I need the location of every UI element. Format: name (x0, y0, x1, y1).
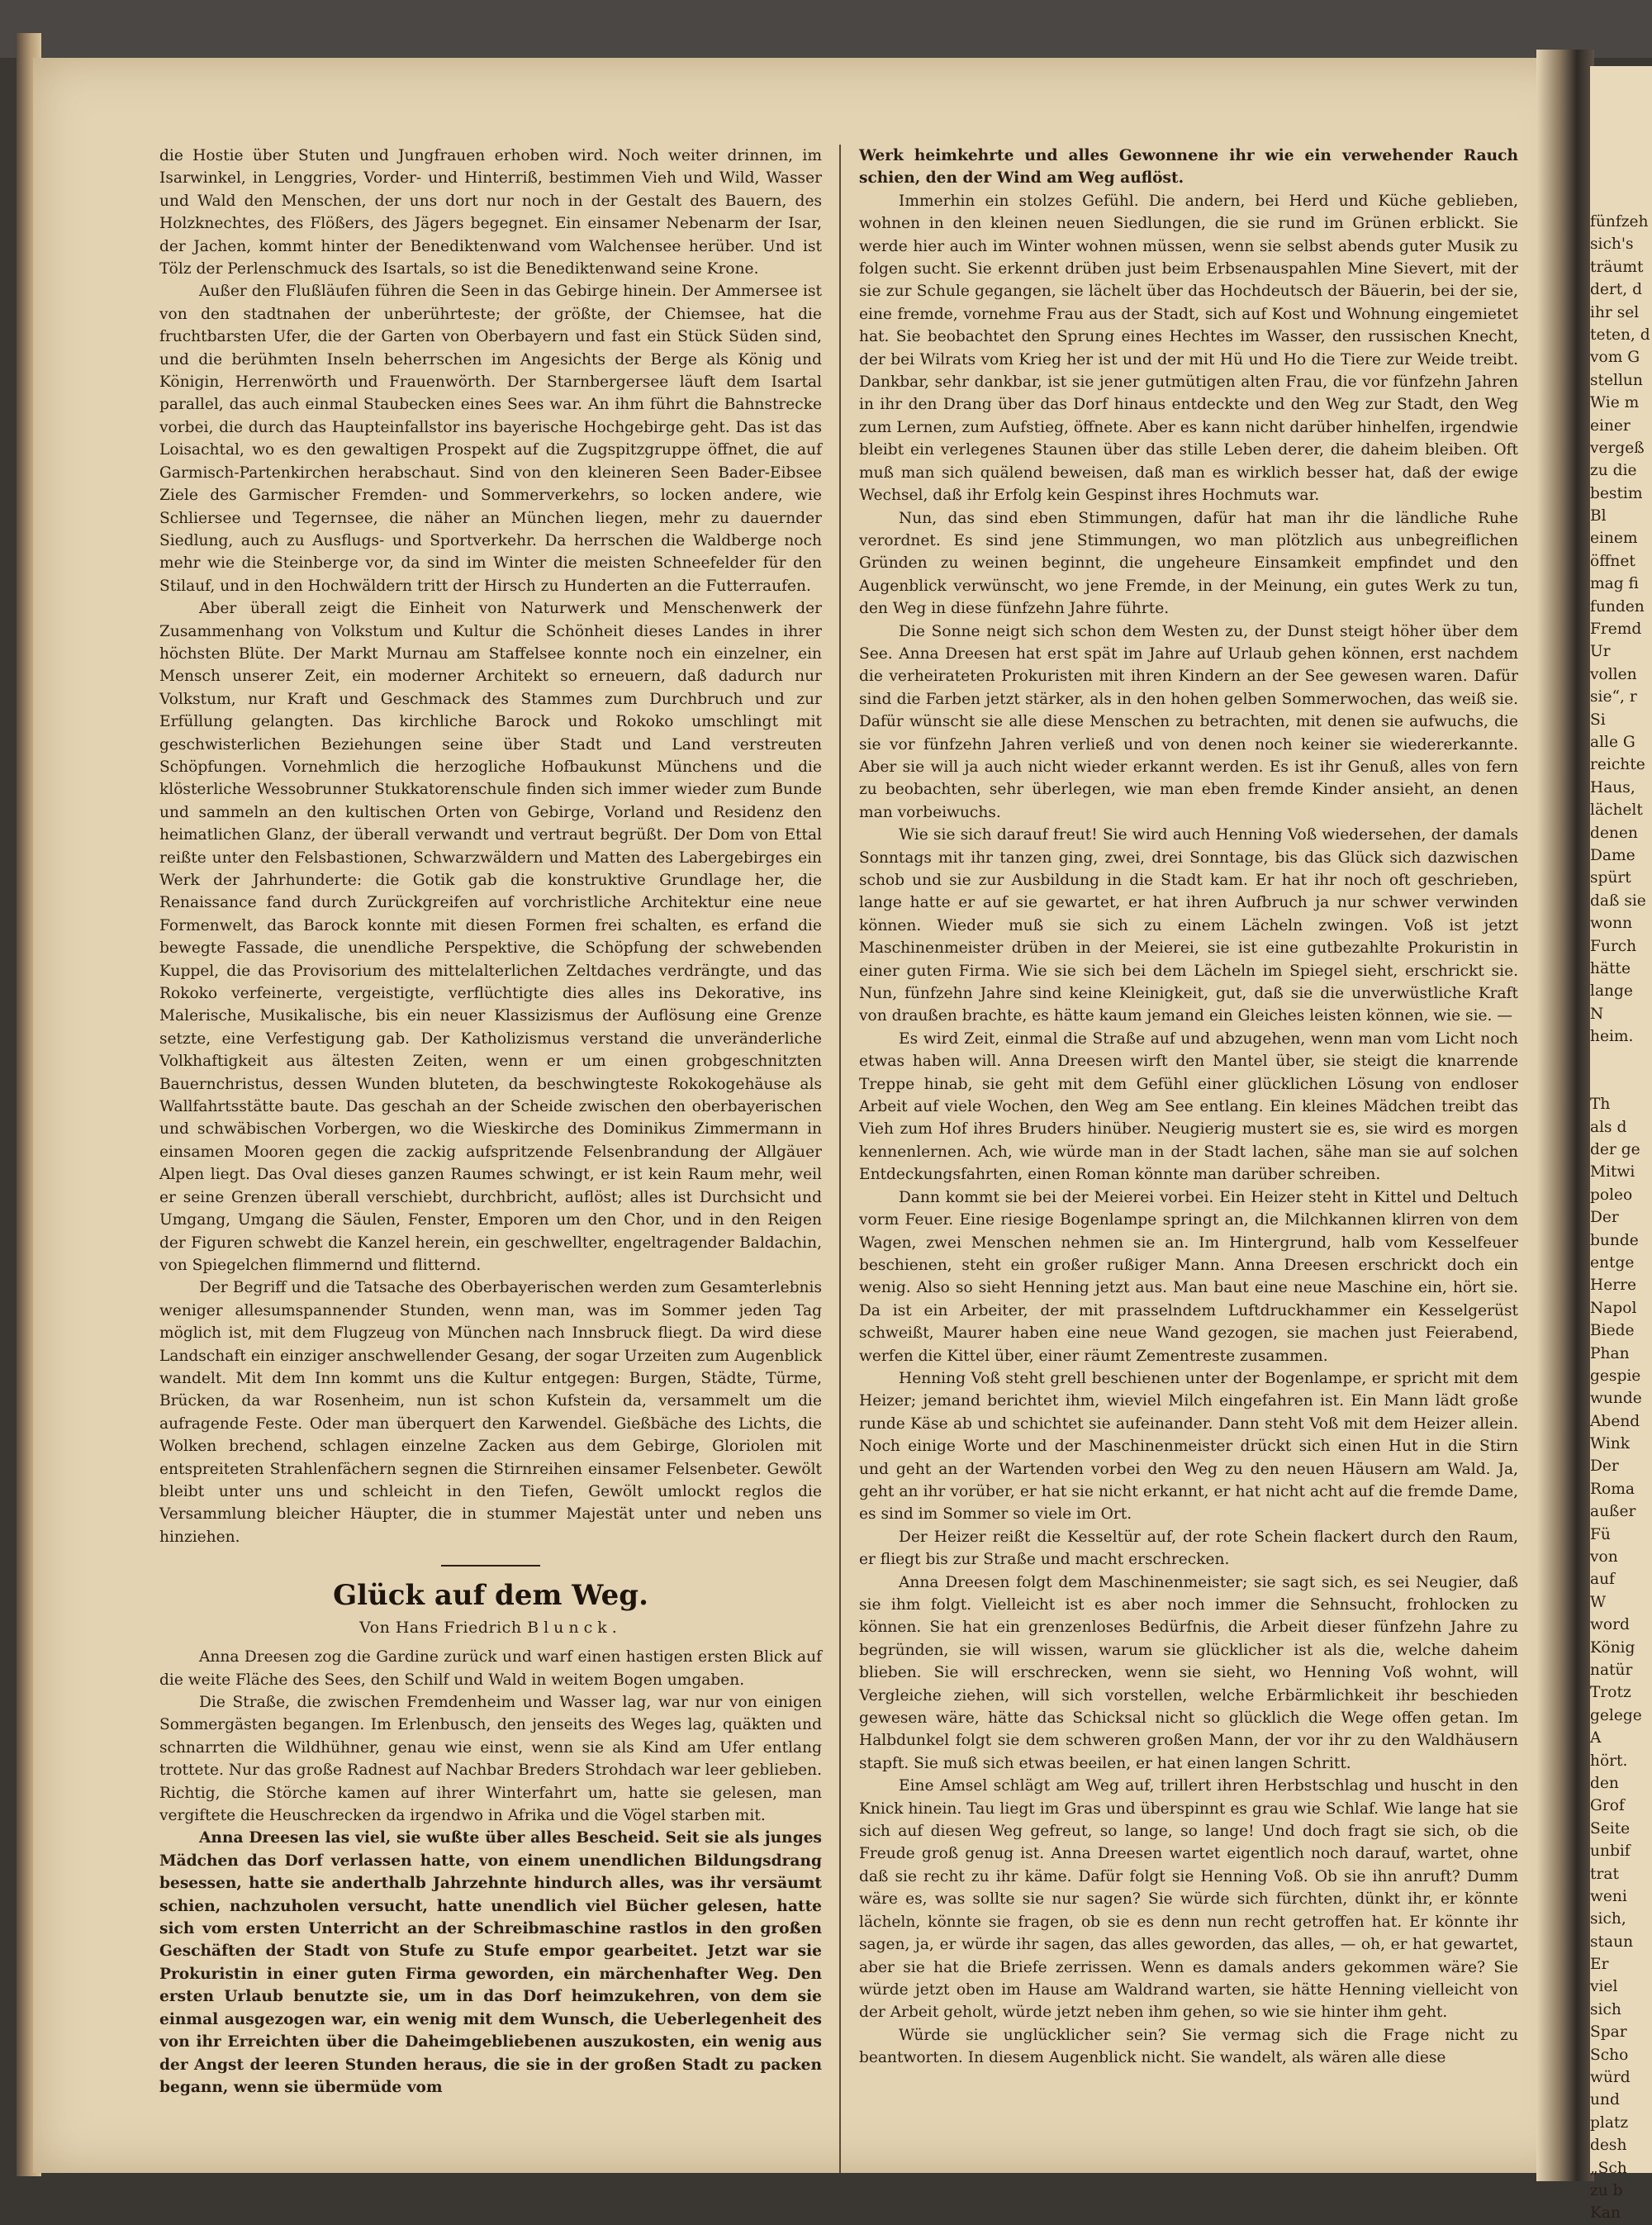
edge-line: Mitwi (1590, 1163, 1635, 1181)
edge-line: N (1590, 1005, 1604, 1023)
edge-line: Roma (1590, 1480, 1635, 1498)
edge-line: hätte (1590, 959, 1631, 977)
edge-line: weni (1590, 1887, 1627, 1905)
edge-line: viel (1590, 1978, 1618, 1996)
edge-line: der ge (1590, 1141, 1640, 1159)
right-paragraph: Immerhin ein stolzes Gefühl. Die andern, bei Herd und Küche geblieben, wohnen in den kleinen neuen Siedlungen, die sie rund im Grünen erblickt. Sie werde hier auch im Winter wohnen müssen, wenn sie selbst abends guter Musik zu folgen sucht. Sie erkennt drüben just beim Erbsenauspahlen Mine Sievert, mit der sie zur Schule gegangen, sie lächelt über das Hochdeutsch der Bäuerin, bei der sie, eine fremde, vornehme Frau aus der Stadt, sich auf Kost und Wohnung eingemietet hat. Sie beobachtet den Sprung eines Hechtes im Wasser, den russischen Knecht, der bei Wilrats vom Krieg her ist und der mit Hü und Ho die Tiere zur Weide treibt. Dankbar, sehr dankbar, ist sie jener gutmütigen alten Frau, die vor fünfzehn Jahren in ihr den Drang über das Dorf hinaus entdeckte und den Weg zur Stadt, den Weg zum Lernen, zum Aufstieg, öffnete. Aber es kann nicht darüber hinhelfen, irgendwie bleibt ein verlegenes Staunen über das stille Leben derer, die daheim bleiben. Oft muß man sich quälend beweisen, daß man es wirklich besser hat, daß der ewige Wechsel, daß ihr Erfolg kein Gespinst ihres Hochmuts war. (859, 192, 1518, 505)
edge-line: reichte (1590, 756, 1645, 774)
story-author-name: Blunck. (527, 1619, 622, 1638)
edge-line: unbif (1590, 1842, 1631, 1861)
edge-line: desh (1590, 2137, 1627, 2155)
edge-line: vergeß (1590, 439, 1645, 457)
edge-line: Herre (1590, 1277, 1636, 1295)
edge-line: Haus, (1590, 778, 1635, 796)
edge-line: ihr sel (1590, 303, 1640, 321)
edge-line: trat (1590, 1865, 1619, 1883)
edge-line: wunde (1590, 1390, 1642, 1408)
edge-line: gespie (1590, 1367, 1641, 1385)
right-paragraph: Werk heimkehrte und alles Gewonnene ihr wie ein verwehender Rauch schien, den der Wind am Weg auflöst. (859, 147, 1518, 188)
edge-line: sich, (1590, 1910, 1626, 1928)
edge-line: als d (1590, 1118, 1627, 1136)
right-paragraph: Eine Amsel schlägt am Weg auf, trillert ihren Herbstschlag und huscht in den Knick hinein. Tau liegt im Gras und überspinnt es grau wie Schlaf. Wie lange hat sie sich auf diesen Weg gefreut, so lange, so lange! Und doch fragt sie sich, ob die Freude groß genug ist. Anna Dreesen wartet eigentlich noch darauf, wartet, ohne daß sie recht zu ihr käme. Dafür folgt sie Henning Voß. Ob sie ihn anruft? Dumm wäre es, was sollte sie nur sagen? Sie würde sich fürchten, dünkt ihr, er könnte lächeln, könnte sie fragen, ob sie es denn nun recht getroffen hat. Er könnte ihr sagen, ja, er würde ihr sagen, das alles geworden, das alles, — oh, er hat gewartet, aber sie hat die Briefe zerrissen. Wenn es damals anders gekommen wäre? Sie würde jetzt oben im Hause am Waldrand warten, sie hätte Henning vielleicht von der Arbeit geholt, würde jetzt neben ihm gehen, so wie sie hinter ihm geht. (859, 1777, 1518, 2022)
left-column (159, 145, 822, 2099)
edge-line: Wie m (1590, 394, 1640, 412)
right-paragraph: Nun, das sind eben Stimmungen, dafür hat man ihr die ländliche Ruhe verordnet. Es sind jene Stimmungen, wo man plötzlich aus unbegreiflichen Gründen zu weinen beginnt, die ungeheure Einsamkeit empfindet und den Augenblick verwünscht, wo jene Fremde, in der Meinung, ein gutes Werk zu tun, den Weg in diese fünfzehn Jahre führte. (859, 509, 1518, 618)
right-paragraph: Die Sonne neigt sich schon dem Westen zu, der Dunst steigt höher über dem See. Anna Dreesen hat erst spät im Jahre auf Urlaub gehen können, erst nachdem die verheirateten Prokuristen mit ihren Kindern an der See gewesen waren. Dafür sind die Farben jetzt stärker, als in den hohen gelben Sommerwochen, das weiß sie. Dafür wünscht sie alle diese Menschen zu betrachten, mit denen sie aufwuchs, die sie vor fünfzehn Jahren verließ und von denen noch keiner sie wiedererkannte. Aber sie will ja auch nicht wieder erkannt werden. Es ist ihr Genuß, alles von fern zu beobachten, sehr überlegen, wie man eben fremde Kinder ansieht, an denen man vorbeiwuchs. (859, 622, 1518, 821)
right-paragraph: Würde sie unglücklicher sein? Sie vermag sich die Frage nicht zu beantworten. In diesem Augenblick nicht. Sie wandelt, als wären alle diese (859, 2026, 1518, 2067)
right-paragraph: Henning Voß steht grell beschienen unter der Bogenlampe, er spricht mit dem Heizer; jemand berichtet ihm, wieviel Milch eingefahren ist. Ein Mann lädt große runde Käse ab und schichtet sie aufeinander. Dann steht Voß mit dem Heizer allein. Noch einige Worte und der Maschinenmeister drückt sich einen Hut in die Stirn und geht an der Wartenden vorbei den Weg zu den neuen Häusern am Wald. Ja, geht an ihr vorüber, er hat sie nicht erkannt, er hat nicht acht auf die fremde Dame, es sind im Sommer so viele im Ort. (859, 1369, 1518, 1524)
edge-line: vom G (1590, 349, 1640, 367)
edge-line: mag fi (1590, 575, 1639, 593)
story-paragraph: Anna Dreesen las viel, sie wußte über alles Bescheid. Seit sie als junges Mädchen das Dorf verlassen hatte, von einem unendlichen Bildungsdrang besessen, hatte sie anderthalb Jahrzehnte hindurch alles, was ihr versäumt schien, nachzuholen versucht, hatte unendlich viel Bücher gelesen, hatte sich vom ersten Unterricht an der Schreibmaschine rastlos in den großen Geschäften der Stadt von Stufe zu Stufe empor gearbeitet. Jetzt war sie Prokuristin in einer guten Firma geworden, ein märchenhafter Weg. Den ersten Urlaub benutzte sie, um in das Dorf heimzukehren, von dem sie einmal ausgezogen war, ein wenig mit dem Wunsch, die Ueberlegenheit des von ihr Erreichten über die Daheimgebliebenen auszukosten, ein wenig aus der Angst der leeren Stunden heraus, die sie in der großen Stadt zu packen begann, wenn sie übermüde vom (159, 1829, 822, 2096)
edge-line: Grof (1590, 1797, 1625, 1815)
edge-line: außer (1590, 1503, 1636, 1521)
edge-line: platz (1590, 2113, 1629, 2132)
edge-line: wonn (1590, 915, 1633, 933)
edge-line: zu b (1590, 2181, 1623, 2199)
story-title: Glück auf dem Weg. (333, 1579, 648, 1613)
edge-line: staun (1590, 1933, 1634, 1951)
edge-line: Napol (1590, 1299, 1637, 1317)
edge-line: natür (1590, 1662, 1633, 1679)
edge-line: funden (1590, 597, 1645, 616)
edge-line: Bl (1590, 507, 1607, 525)
edge-line: stellun (1590, 371, 1643, 389)
edge-line: heim. (1590, 1028, 1634, 1046)
edge-line: Th (1590, 1096, 1611, 1114)
edge-line: den (1590, 1774, 1619, 1792)
edge-line: Phan (1590, 1344, 1630, 1362)
edge-line: bunde (1590, 1231, 1639, 1249)
story-paragraph: Die Straße, die zwischen Fremdenheim und Wasser lag, war nur von einigen Sommergästen begangen. Im Erlenbusch, den jenseits des Weges lag, quäkten und schnarrten die Wildhühner, genau wie einst, wenn sie als Kind am Ufer entlang trottete. Nur das große Radnest auf Nachbar Breders Strohdach war leer geblieben. Richtig, die Störche kamen auf ihrer Winterfahrt um, hatte sie gelesen, man vergiftete die Heuschrecken da irgendwo in Afrika und die Vögel starben mit. (159, 1694, 822, 1825)
edge-line: daß sie (1590, 891, 1646, 910)
edge-line: Dame (1590, 846, 1635, 864)
edge-line: träumt (1590, 258, 1644, 276)
edge-line: vollen (1590, 665, 1637, 683)
story-author-prefix: Von Hans Friedrich (359, 1619, 522, 1638)
edge-line: und (1590, 2091, 1620, 2109)
edge-line: einem (1590, 530, 1638, 548)
right-paragraph: Der Heizer reißt die Kesseltür auf, der rote Schein flackert durch den Raum, er fliegt bis zur Straße und macht erschrecken. (859, 1528, 1518, 1569)
right-column (859, 145, 1518, 2070)
edge-line: Scho (1590, 2046, 1629, 2064)
right-paragraph: Wie sie sich darauf freut! Sie wird auch Henning Voß wiedersehen, der damals Sonntags mit ihr tanzen ging, zwei, drei Sonntage, bis das Glück sich dazwischen schob und sie zur Ausbildung in die Stadt kam. Er hat ihr noch oft geschrieben, lange hatte er auf sie gewartet, er hat ihren Aufbruch ja nur schwer verwinden können. Wieder muß sie sich zu einem Lächeln zwingen. Voß ist jetzt Maschinenmeister drüben in der Meierei, sie ist eine gutbezahlte Prokuristin in einer guten Firma. Wie sie sich bei dem Lächeln im Spiegel sieht, erschrickt sie. Nun, fünfzehn Jahre sind keine Kleinigkeit, gut, daß sie die unverwüstliche Kraft von draußen brachte, es hätte kaum jemand ein Gleiches leisten können, wie sie. — (859, 826, 1518, 1025)
edge-line: Fremd (1590, 620, 1642, 639)
edge-line: Wink (1590, 1435, 1630, 1453)
edge-line: Fü (1590, 1525, 1611, 1543)
edge-line: Ur (1590, 643, 1611, 661)
column-rule (839, 145, 841, 2173)
edge-line: W (1590, 1593, 1607, 1611)
edge-line: öffnet (1590, 552, 1635, 570)
edge-line (1590, 1048, 1652, 1070)
edge-line: Si (1590, 711, 1606, 729)
right-paragraph: Anna Dreesen folgt dem Maschinenmeister; sie sagt sich, es sei Neugier, daß sie ihm folgt. Vielleicht ist es aber noch immer die Sehnsucht, frohlocken zu können. Sie hat ein grenzenloses Bedürfnis, die Arbeit dieser fünfzehn Jahre zu begründen, sie will wissen, warum sie glücklicher ist als die, welche daheim blieben. Sie will erschrecken, wenn sie sieht, wo Henning Voß wohnt, will Vergleiche ziehen, will sich vorstellen, welche Erbärmlichkeit ihr beschieden gewesen wäre, hätte das Schicksal nicht so glücklich die Wege offen getan. Im Halbdunkel folgt sie dem schweren großen Mann, der vor ihr zu den Waldhäusern stapft. Sie muß sich etwas beeilen, er hat einen langen Schritt. (859, 1573, 1518, 1772)
section-separator (441, 1565, 540, 1567)
edge-line: spürt (1590, 869, 1631, 887)
edge-line: Biede (1590, 1322, 1635, 1340)
edge-line: Abend (1590, 1412, 1640, 1430)
edge-line: lächelt (1590, 801, 1643, 820)
edge-line: sich (1590, 2000, 1621, 2018)
edge-line: fünfzeh (1590, 213, 1649, 231)
edge-line: Der (1590, 1457, 1619, 1476)
edge-line: Er (1590, 1956, 1609, 1974)
edge-line: Seite (1590, 1819, 1631, 1838)
edge-line: word (1590, 1616, 1630, 1634)
right-paragraph: Dann kommt sie bei der Meierei vorbei. Ein Heizer steht in Kittel und Deltuch vorm Feuer. Eine riesige Bogenlampe springt an, die Milchkannen klirren von dem Wagen, zwei Menschen nehmen sie an. Im Hintergrund, halb vom Kesselfeuer beschienen, steht ein großer rußiger Mann. Anna Dreesen erschrickt doch ein wenig. Also so sieht Henning jetzt aus. Man baut eine neue Maschine ein, hört sie. Da ist ein Arbeiter, der mit prasselndem Luftdruckhammer ein Kesselgerüst schweißt, Maurer haben eine neue Wand gezogen, sie machen just Feierabend, werfen die Kittel über, einer räumt Zementreste zusammen. (859, 1188, 1518, 1365)
edge-line: König (1590, 1638, 1635, 1657)
edge-line: poleo (1590, 1186, 1633, 1204)
scan-top-background (0, 0, 1652, 58)
next-page-text-fragments (1590, 211, 1652, 2225)
edge-line: Furch (1590, 937, 1637, 955)
story-author (159, 1616, 822, 1639)
right-paragraph: Es wird Zeit, einmal die Straße auf und abzugehen, wenn man vom Licht noch etwas haben will. Anna Dreesen wirft den Mantel über, sie steigt die knarrende Treppe hinab, sie geht mit dem Gefühl einer glücklichen Lösung von endloser Arbeit auf viele Wochen, den Weg am See entlang. Ein kleines Mädchen treibt das Vieh zum Hof ihres Bruders hinüber. Neugierig mustert sie es, sie wird es morgen kennenlernen. Ach, wie würde man in der Stadt lachen, sähe man sie auf solchen Entdeckungsfahrten, einen Roman könnte man darüber schreiben. (859, 1029, 1518, 1184)
edge-line: Trotz (1590, 1684, 1631, 1702)
edge-line: auf (1590, 1571, 1615, 1589)
edge-line: entge (1590, 1253, 1635, 1272)
edge-line: Der (1590, 1209, 1619, 1227)
edge-line: Kan (1590, 2204, 1621, 2223)
edge-line: denen (1590, 824, 1638, 842)
edge-line: alle G (1590, 733, 1635, 751)
edge-line: sie“, r (1590, 688, 1637, 706)
edge-line: gelege (1590, 1706, 1642, 1724)
edge-line: „Sch (1590, 2159, 1627, 2177)
edge-line: A (1590, 1729, 1602, 1747)
edge-line: einer (1590, 416, 1631, 435)
edge-line: bestim (1590, 484, 1643, 502)
edge-line: zu die (1590, 462, 1637, 480)
edge-line: von (1590, 1548, 1618, 1567)
edge-line: dert, d (1590, 281, 1642, 299)
edge-line: Spar (1590, 2023, 1627, 2042)
left-paragraph: Außer den Flußläufen führen die Seen in das Gebirge hinein. Der Ammersee ist von den stadtnahen der unberührteste; der größte, der Chiemsee, hat die fruchtbarsten Ufer, die der Garten von Oberbayern und fast ein Stück Süden sind, und die berühmten Inseln beherrschen im Angesichts der Berge als König und Königin, Herrenwörth und Frauenwörth. Der Starnbergersee läuft dem Isartal parallel, das auch einmal Staubecken eines Sees war. An ihm führt die Bahnstrecke vorbei, die durch das Haupteinfallstor ins bayerische Hochgebirge geht. Das ist das Loisachtal, wo es den gewaltigen Prospekt auf die Zugspitzgruppe öffnet, die auf Garmisch-Partenkirchen herabschaut. Sind von den kleineren Seen Bader-Eibsee Ziele des Garmischer Fremden- und Sommerverkehrs, so locken andere, wie Schliersee und Tegernsee, die näher an München liegen, mehr zu dauernder Siedlung, auch zu Ausflugs- und Sportverkehr. Da herrschen die Waldberge noch mehr wie die Steinberge vor, da sind im Winter die meisten Schneefelder für den Stilauf, und in den Hochwäldern tritt der Hirsch zu Hunderten an die Futterraufen. (159, 283, 822, 595)
story-paragraph: Anna Dreesen zog die Gardine zurück und warf einen hastigen ersten Blick auf die weite Fläche des Sees, den Schilf und Wald in weitem Bogen umgaben. (159, 1648, 822, 1689)
book-gutter (1536, 50, 1594, 2181)
edge-line: würd (1590, 2069, 1631, 2087)
edge-line: hört. (1590, 1752, 1628, 1770)
left-paragraph: Der Begriff und die Tatsache des Oberbayerischen werden zum Gesamterlebnis weniger allesumspannender Stunden, wenn man, was im Sommer jeden Tag möglich ist, mit dem Flugzeug von München nach Innsbruck fliegt. Da wird diese Landschaft ein einziger anschwellender Gesang, der sogar Urzeiten zum Augenblick wandelt. Mit dem Inn kommt uns die Kultur entgegen: Burgen, Städte, Türme, Brücken, da war Rosenheim, nun ist schon Kufstein da, versammelt um die aufragende Feste. Oder man überquert den Karwendel. Gießbäche des Lichts, die Wolken brechend, schlagen einzelne Zacken aus dem Gebirge, Gloriolen mit entspreiteten Strahlenfächern segnen die Stirnreihen einsamer Felsenbeter. Gewölt bleibt unter uns und schleicht in den Tiefen, Gewölt umlockt reglos die Versammlung bleicher Häupter, die in stummer Majestät unter und neben uns hinziehen. (159, 1279, 822, 1546)
edge-line (1590, 1071, 1652, 1093)
edge-line: teten, d (1590, 326, 1650, 344)
edge-line: lange (1590, 982, 1633, 1001)
left-paragraph: die Hostie über Stuten und Jungfrauen erhoben wird. Noch weiter drinnen, im Isarwinkel, in Lenggries, Vorder- und Hinterriß, bestimmen Vieh und Wild, Wasser und Wald den Menschen, der uns dort nur noch in der Gestalt des Bauern, des Holzknechtes, des Flößers, des Jägers begegnet. Ein einsamer Nebenarm der Isar, der Jachen, kommt hinter der Benediktenwand vom Walchensee herüber. Und ist Tölz der Perlenschmuck des Isartals, so ist die Benediktenwand seine Krone. (159, 147, 822, 278)
left-paragraph: Aber überall zeigt die Einheit von Naturwerk und Menschenwerk der Zusammenhang von Volkstum und Kultur die Schönheit dieses Landes in ihrer höchsten Blüte. Der Markt Murnau am Staffelsee konnte noch ein einzelner, ein Mensch unserer Zeit, ein moderner Architekt so erneuern, daß dadurch nur Volkstum, nur Kraft und Geschmack des Stammes zum Durchbruch und zur Erfüllung gelangten. Das kirchliche Barock und Rokoko umschlingt mit geschwisterlichen Beziehungen seine über Stadt und Land verstreuten Schöpfungen. Vornehmlich die herzogliche Hofbaukunst Münchens und die klösterliche Wessobrunner Stukkatorenschule finden sich immer wieder zum Bunde und sammeln an den kultischen Orten von Gebirge, Vorland und Residenz den heimatlichen Glanz, der überall verwandt und vertraut begrüßt. Der Dom von Ettal reißte unter den Felsbastionen, Schwarzwäldern und Matten des Labergebirges ein Werk der Jahrhunderte: die Gotik gab die konstruktive Grundlage her, die Renaissance fand durch Zurückgreifen auf vorchristliche Architektur eine neue Formenwelt, das Barock konnte mit diesen Formen frei schalten, es erfand die bewegte Fassade, die unendliche Perspektive, die Schöpfung der schwebenden Kuppel, die das Provisorium des mittelalterlichen Zeltdaches verdrängte, und das Rokoko verfeinerte, vergeistigte, verflüchtigte dies alles ins Dekorative, ins Malerische, Musikalische, bis ein neuer Klassizismus der Auflösung eine Grenze setzte, eine Verfestigung gab. Der Katholizismus verstand die unveränderliche Volkhaftigkeit aus ältesten Zeiten, wenn er um einen grobgeschnitzten Bauernchristus, dessen Wunden bluteten, da beschwingteste Rokokogehäuse als Wallfahrtsstätte baute. Das geschah an der Scheide zwischen den oberbayerischen und schwäbischen Vorbergen, wo die Wieskirche des Dominikus Zimmermann in einsamen Mooren gegen die zackig aufspritzende Felsenbrandung der Allgäuer Alpen liegt. Das Oval dieses ganzen Raumes schwingt, er ist kein Raum mehr, weil er seine Grenzen überall verschiebt, durchbricht, auflöst; alles ist Durchsicht und Umgang, Umgang die Säulen, Fenster, Emporen um den Chor, und in den Reigen der Figuren schwebt die Kanzel herein, ein geschwellter, engeltragender Baldachin, von Spiegelchen flimmernd und flitternd. (159, 600, 822, 1274)
edge-line: sich's (1590, 235, 1634, 254)
next-page-edge (1590, 66, 1652, 2223)
